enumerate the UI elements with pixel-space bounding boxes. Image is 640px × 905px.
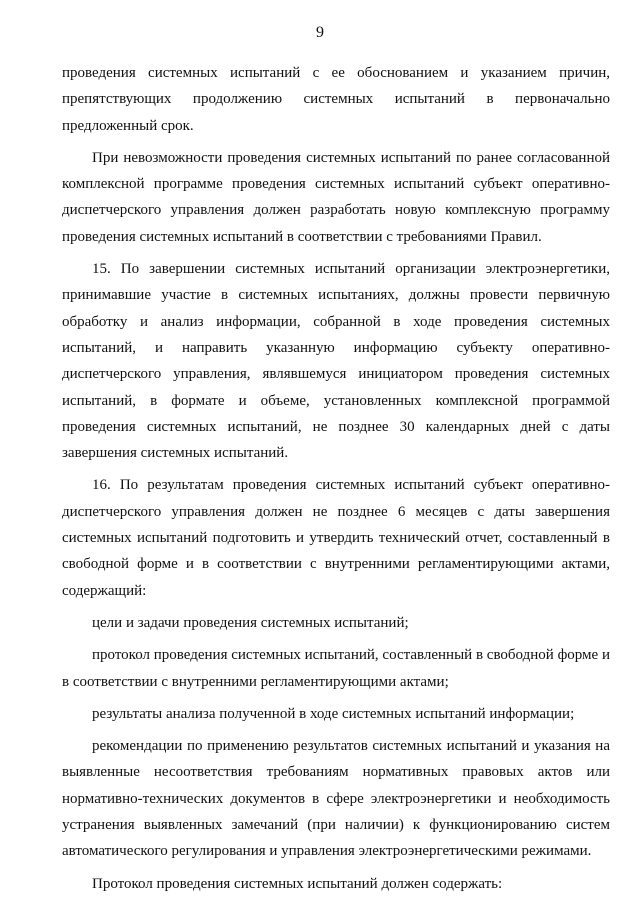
list-item-recommendations: рекомендации по применению результатов системных испытаний и указания на выявленные несоответствия требованиям нормативных правовых актов или нормативно-технических документов в сфере электроэнергетики и необходимость устранения выявленных замечаний (при наличии) к функционированию систем автоматического регулирования и управления электроэнергетическими режимами. xyxy=(62,738,610,860)
paragraph-item-15: 15. По завершении системных испытаний организации электроэнергетики, принимавшие участие в системных испытаниях, должны провести первичную обработку и анализ информации, собранной в ходе проведения системных испытаний, и направить указанную информацию субъекту оперативно-диспетчерского управления, являвшемуся инициатором проведения системных испытаний, в формате и объеме, установленных комплексной программой проведения системных испытаний, не позднее 30 календарных дней с даты завершения системных испытаний. xyxy=(62,261,610,462)
list-item-results: результаты анализа полученной в ходе системных испытаний информации; xyxy=(92,705,575,722)
paragraph-item-16: 16. По результатам проведения системных испытаний субъект оперативно-диспетчерского управления должен не позднее 6 месяцев с даты завершения системных испытаний подготовить и утвердить технический отчет, составленный в свободной форме и в соответствии с внутренними регламентирующими актами, содержащий: xyxy=(62,477,610,599)
list-item-protocol: протокол проведения системных испытаний, составленный в свободной форме и в соответствии с внутренними регламентирующими актами; xyxy=(62,647,610,690)
page-number: 9 xyxy=(316,24,324,41)
list-item-goals: цели и задачи проведения системных испытаний; xyxy=(92,614,409,631)
paragraph-new-program: При невозможности проведения системных испытаний по ранее согласованной комплексной программе проведения системных испытаний субъект оперативно-диспетчерского управления должен разработать новую комплексную программу проведения системных испытаний в соответствии с требованиями Правил. xyxy=(62,149,610,245)
paragraph-protocol-contents: Протокол проведения системных испытаний должен содержать: xyxy=(92,875,503,892)
document-body xyxy=(62,60,610,897)
paragraph-continuation: проведения системных испытаний с ее обоснованием и указанием причин, препятствующих продолжению системных испытаний в первоначально предложенный срок. xyxy=(62,65,610,134)
